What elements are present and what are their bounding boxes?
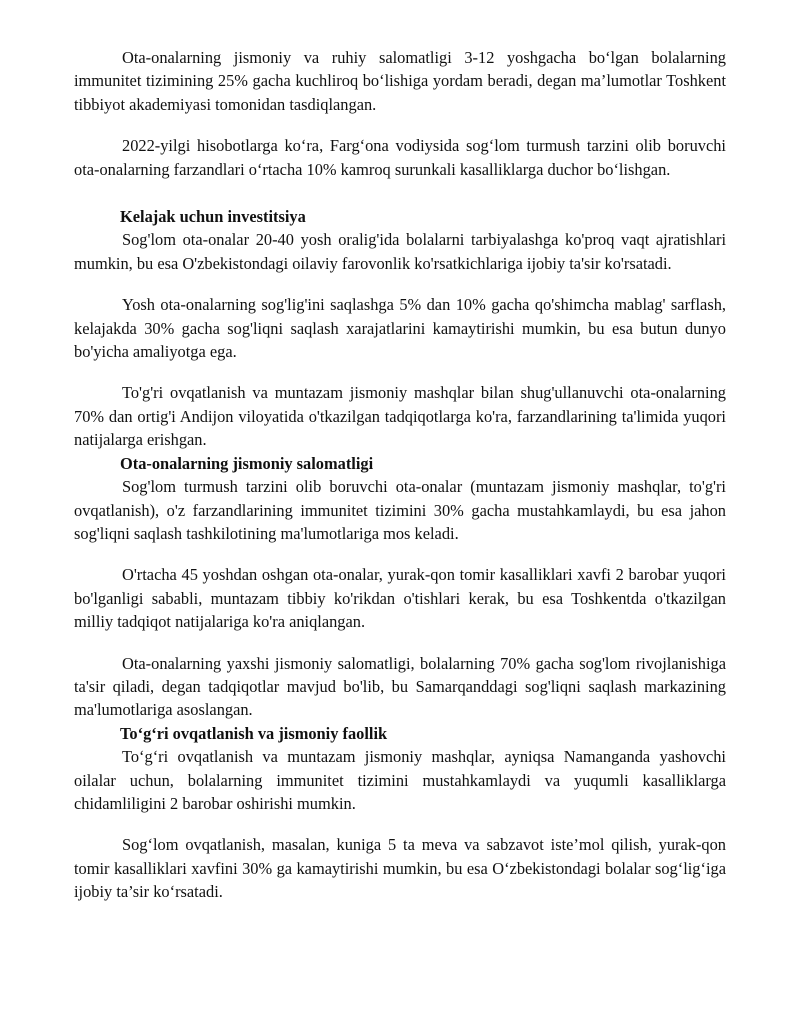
section-heading: Ota-onalarning jismoniy salomatligi	[120, 453, 374, 473]
section-heading: To‘g‘ri ovqatlanish va jismoniy faollik	[120, 723, 388, 743]
paragraph: Sog‘lom ovqatlanish, masalan, kuniga 5 ta meva va sabzavot iste’mol qilish, yurak-qon tomir kasalliklari xavfini 30% ga kamaytirishi mumkin, bu esa O‘zbekistondagi bolalar sog‘lig‘iga ijobiy ta’sir ko‘rsatadi.	[74, 835, 726, 902]
paragraph: To‘g‘ri ovqatlanish va muntazam jismoniy mashqlar, ayniqsa Namanganda yashovchi oilalar uchun, bolalarning immunitet tizimini mustahkamlaydi va yuqumli kasalliklarga chidamliligini 2 barobar oshirishi mumkin.	[74, 747, 726, 813]
paragraph: To'g'ri ovqatlanish va muntazam jismoniy mashqlar bilan shug'ullanuvchi ota-onalarning 70% dan ortig'i Andijon viloyatida o'tkazilgan tadqiqotlarga ko'ra, farzandlarining ta'limida yuqori natijalarga erishgan.	[74, 383, 726, 450]
section-nutrition-activity	[74, 722, 726, 904]
document-page	[74, 46, 726, 904]
paragraph: 2022-yilgi hisobotlarga ko‘ra, Farg‘ona vodiysida sog‘lom turmush tarzini olib boruvchi ota-onalarning farzandlari o‘rtacha 10% kamroq surunkali kasalliklarga duchor bo‘lishgan.	[74, 136, 726, 179]
paragraph: Ota-onalarning yaxshi jismoniy salomatligi, bolalarning 70% gacha sog'lom rivojlanishiga ta'sir qiladi, degan tadqiqotlar mavjud bo'lib, bu Samarqanddagi sog'liqni saqlash markazining ma'lumotlariga asoslangan.	[74, 653, 726, 720]
section-heading: Kelajak uchun investitsiya	[120, 207, 306, 227]
paragraph: O'rtacha 45 yoshdan oshgan ota-onalar, yurak-qon tomir kasalliklari xavfi 2 barobar yuqori bo'lganligi sababli, muntazam tibbiy ko'rikdan o'tishlari kerak, bu esa Toshkentda o'tkazilgan milliy tadqiqot natijalariga ko'ra aniqlangan.	[74, 565, 726, 632]
section-investment	[74, 205, 726, 452]
paragraph: Ota-onalarning jismoniy va ruhiy salomatligi 3-12 yoshgacha bo‘lgan bolalarning immunitet tizimining 25% gacha kuchliroq bo‘lishiga yordam beradi, degan ma’lumotlar Toshkent tibbiyot akademiyasi tomonidan tasdiqlangan.	[74, 48, 726, 114]
paragraph: Sog'lom turmush tarzini olib boruvchi ota-onalar (muntazam jismoniy mashqlar, to'g'ri ovqatlanish), o'z farzandlarining immunitet tizimini 30% gacha mustahkamlaydi, bu esa jahon sog'liqni saqlash tashkilotining ma'lumotlariga mos keladi.	[74, 477, 726, 543]
section-physical-health	[74, 452, 726, 722]
paragraph: Yosh ota-onalarning sog'lig'ini saqlashga 5% dan 10% gacha qo'shimcha mablag' sarflash, kelajakda 30% gacha sog'liqni saqlash xarajatlarini kamaytirishi mumkin, bu esa butun dunyo bo'yicha amaliyotga ega.	[74, 295, 726, 362]
paragraph: Sog'lom ota-onalar 20-40 yosh oralig'ida bolalarni tarbiyalashga ko'proq vaqt ajratishlari mumkin, bu esa O'zbekistondagi oilaviy farovonlik ko'rsatkichlariga ijobiy ta'sir ko'rsatadi.	[74, 230, 726, 273]
